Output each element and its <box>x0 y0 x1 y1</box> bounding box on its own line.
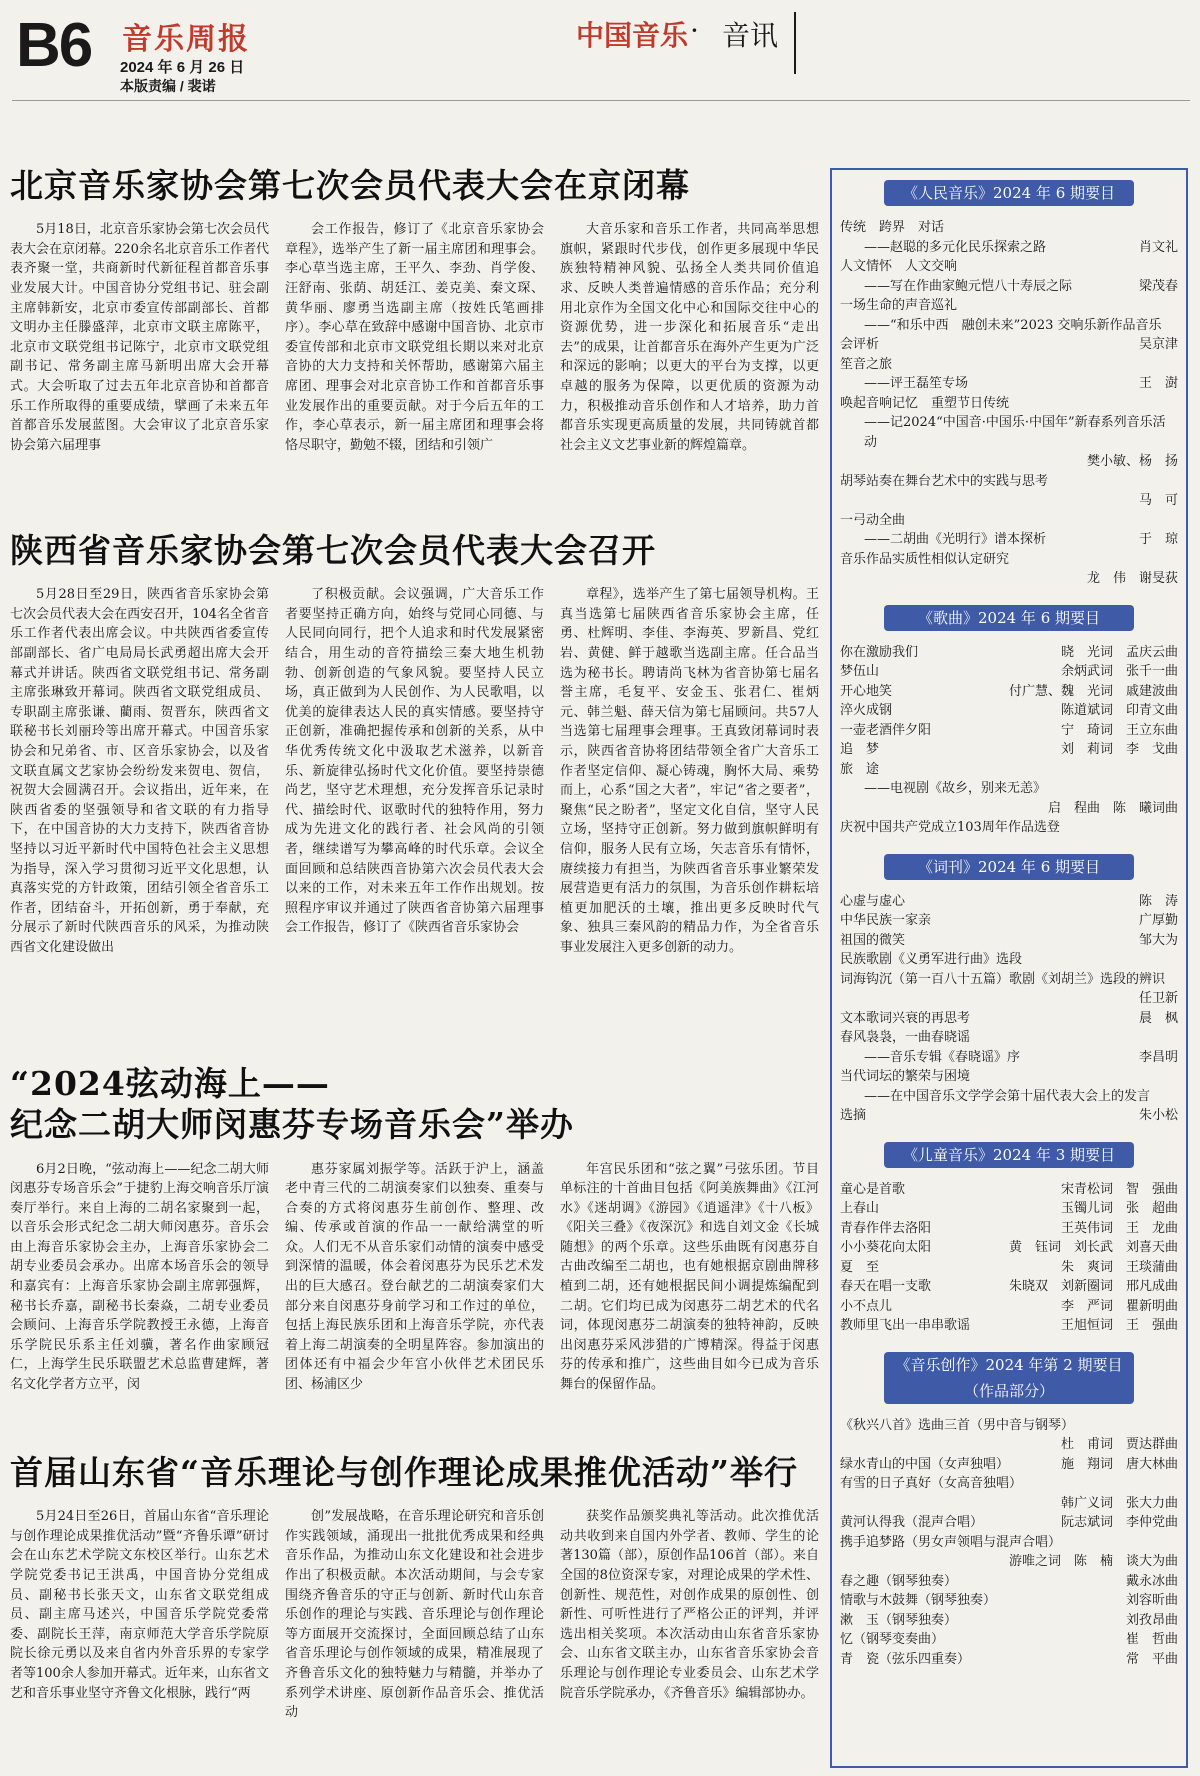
toc-item <box>840 355 1178 375</box>
toc-item-author: 阮志斌词 李仲党曲 <box>1060 1515 1178 1530</box>
toc-item <box>840 1630 1178 1650</box>
article-column: 创”发展战略，在音乐理论研究和音乐创作实践领域，涌现出一批批优秀成果和经典音乐作品，为推动山东文化建设和社会进步作出了积极贡献。本次活动期间，与会专家围绕齐鲁音乐的守正与创新、新时代山东音乐创作的理论与实践、音乐理论与创作理论等方面展开交流探讨，全面回顾总结了山东省音乐理论与创作领域的成果，精准展现了齐鲁音乐文化的独特魅力与精髓，并举办了系列学术讲座、原创新作品音乐会、推优活动 <box>285 1509 544 1721</box>
toc-item-author <box>1170 511 1178 531</box>
toc-item-author: 陈道斌词 印青文曲 <box>1060 703 1178 718</box>
toc-item <box>840 1435 1178 1455</box>
journal-contents-sidebar <box>830 168 1188 1768</box>
toc-item <box>840 218 1178 238</box>
masthead-divider <box>794 12 796 74</box>
toc-item-title: 有雪的日子真好（女高音独唱） <box>840 1476 1023 1491</box>
toc-item-title: 小不点儿 <box>840 1298 893 1314</box>
toc-item-title: 淬火成钢 <box>840 703 893 718</box>
toc-item-author: 余炳武词 张千一曲 <box>1060 664 1178 679</box>
toc-item-author: 朱小松 <box>1138 1108 1178 1123</box>
toc-item-author <box>1170 1028 1178 1048</box>
toc-item <box>840 257 1178 277</box>
toc-item-author: 崔 哲曲 <box>1125 1632 1178 1647</box>
page-number: B6 <box>16 11 92 80</box>
toc-item <box>840 662 1178 682</box>
toc-item <box>840 472 1178 492</box>
toc-title: 《音乐创作》2024 年第 2 期要目（作品部分） <box>884 1352 1134 1404</box>
toc-item-author <box>1170 296 1178 316</box>
toc-item-title: 青春作伴去洛阳 <box>840 1220 932 1236</box>
toc-item <box>840 799 1178 819</box>
article-beijing <box>10 165 820 484</box>
toc-title: 《歌曲》2024 年 6 期要目 <box>884 605 1134 631</box>
toc-item-author: 龙 伟 谢旻荻 <box>1086 571 1178 586</box>
toc-item-author <box>1170 355 1178 375</box>
toc-item <box>840 394 1178 414</box>
toc-item-title: 一壶老酒伴夕阳 <box>840 722 932 738</box>
toc-item <box>840 1087 1178 1107</box>
toc-item-author <box>1170 1416 1178 1436</box>
toc-item-title: 童心是首歌 <box>840 1181 906 1197</box>
toc-item-author: 樊小敏、杨 扬 <box>1086 454 1178 469</box>
toc-item-title: ——“和乐中西 融创未来”2023 交响乐新作品音乐 <box>864 317 1162 333</box>
toc-item-author: 肖文礼 <box>1138 239 1178 255</box>
toc-item-author: 于 琼 <box>1138 532 1178 547</box>
toc-item-title: 小小葵花向太阳 <box>840 1240 932 1255</box>
toc-item-author: 常 平曲 <box>1125 1651 1178 1667</box>
toc-item-author: 朱 爽词 王琰蒲曲 <box>1060 1259 1178 1275</box>
toc-item <box>840 530 1178 550</box>
toc-item-author: 宁 琦词 王立东曲 <box>1060 722 1178 738</box>
toc-item-title: 追 梦 <box>840 742 880 757</box>
toc-item-title: ——评王磊笙专场 <box>864 376 969 391</box>
masthead-rule <box>12 100 1190 101</box>
toc-item <box>840 413 1178 452</box>
toc-item-title: ——音乐专辑《春晓谣》序 <box>864 1049 1021 1065</box>
toc-section <box>840 854 1178 1126</box>
toc-item-author: 启 程曲 陈 曦词曲 <box>1047 800 1178 816</box>
toc-item-author: 王旭恒词 王 强曲 <box>1060 1318 1178 1333</box>
article-headline: 首届山东省“音乐理论与创作理论成果推优活动”举行 <box>10 1453 798 1492</box>
toc-item-title: 心虚与虚心 <box>840 893 906 909</box>
toc-item <box>840 682 1178 702</box>
toc-item-title: 当代词坛的繁荣与困境 <box>840 1069 971 1084</box>
toc-item <box>840 1494 1178 1514</box>
toc-item <box>840 1199 1178 1219</box>
toc-item <box>840 931 1178 951</box>
article-column: 年宫民乐团和“弦之翼”弓弦乐团。节目单标注的十首曲目包括《阿美族舞曲》《江河水》《迷胡调》《游园》《逍遥津》《十八板》《阳关三叠》《夜深沉》和选自刘文金《长城随想》的两个乐章。这些乐曲既有闵惠芬自古曲改编至二胡也，也有她根据京剧曲牌移植到二胡，还有她根据民间小调提炼编配到二胡。它们均已成为闵惠芬二胡艺术的代名词，体现闵惠芬二胡演奏的独特神韵，反映出闵惠芬采风涉猎的广博精深。得益于闵惠芬的传承和推广，这些曲目如今已成为音乐舞台的保留作品。 <box>560 1161 819 1393</box>
toc-item <box>840 1316 1178 1336</box>
article-shaanxi <box>10 530 820 1025</box>
article-column: 5月24日至26日，首届山东省“音乐理论与创作理论成果推优活动”暨“齐鲁乐谭”研讨会在山东艺术学院文东校区举行。山东艺术学院党委书记王洪禹，中国音协分党组成员、副秘书长张天文，山东省文联党组成员、副主席马述兴，中国音乐学院党委常委、副院长王萍，南京师范大学音乐学院原院长徐元勇以及来自省内外音乐界的专家学者等100余人参加开幕式。近年来，山东省文艺和音乐事业坚守齐鲁文化根脉，践行“两 <box>10 1509 269 1701</box>
toc-item <box>840 296 1178 316</box>
toc-item-author <box>1170 316 1178 336</box>
toc-item-title: 文本歌词兴衰的再思考 <box>840 1010 971 1026</box>
toc-item-author: 刘容昕曲 <box>1125 1593 1178 1608</box>
toc-item <box>840 643 1178 663</box>
toc-item <box>840 550 1178 570</box>
article-headline: 陕西省音乐家协会第七次会员代表大会召开 <box>10 531 656 570</box>
article-column: 会工作报告，修订了《北京音乐家协会章程》，选举产生了新一届主席团和理事会。李心草当选主席，王平久、李劲、肖学俊、汪舒南、张荫、胡廷江、姜克美、秦文琛、黄华丽、廖勇当选副主席（按姓氏笔画排序）。李心草在致辞中感谢中国音协、北京市委宣传部和北京市文联党组长期以来对北京音协的大力支持和关怀帮助，感谢第六届主席团、理事会对北京音协工作和首都音乐事业发展作出的重要贡献。对于今后五年的工作，李心草表示，新一届主席团和理事会将恪尽职守，勤勉不辍，团结和引领广 <box>285 222 544 453</box>
section-separator: · <box>690 14 699 47</box>
toc-item-author: 施 翔词 唐大林曲 <box>1060 1456 1178 1472</box>
toc-item <box>840 511 1178 531</box>
toc-item-title: 黄河认得我（混声合唱） <box>840 1515 984 1530</box>
toc-item-author <box>1170 1474 1178 1494</box>
article-erhu-concert <box>10 1063 820 1458</box>
toc-item <box>840 569 1178 589</box>
toc-item-author <box>1170 950 1178 970</box>
toc-item-author: 韩广义词 张大力曲 <box>1060 1495 1178 1511</box>
toc-item-title: ——记2024“中国音·中国乐·中国年”新春系列音乐活动 <box>864 415 1166 450</box>
toc-item <box>840 911 1178 931</box>
toc-item <box>840 374 1178 394</box>
toc-item-author: 宋青松词 智 强曲 <box>1060 1181 1178 1197</box>
toc-item <box>840 1474 1178 1494</box>
toc-item-title: 青 瓷（弦乐四重奏） <box>840 1651 971 1667</box>
toc-item <box>840 316 1178 336</box>
toc-item <box>840 721 1178 741</box>
toc-section <box>840 1142 1178 1336</box>
toc-item-author: 晨 枫 <box>1138 1010 1178 1026</box>
toc-item <box>840 277 1178 297</box>
toc-item <box>840 1009 1178 1029</box>
article-headline: “2024弦动海上—— 纪念二胡大师闵惠芬专场音乐会”举办 <box>10 1064 574 1145</box>
toc-item-title: 绿水青山的中国（女声独唱） <box>840 1456 1010 1472</box>
toc-item <box>840 1650 1178 1670</box>
toc-item-title: 夏 至 <box>840 1259 880 1275</box>
toc-item-title: ——赵聪的多元化民乐探索之路 <box>864 239 1047 255</box>
article-column: 了积极贡献。会议强调，广大音乐工作者要坚持正确方向，始终与党同心同德、与人民同向同行，把个人追求和时代发展紧密结合，用生动的音符描绘三秦大地生机勃勃、创新创造的气象风貌。要坚持人民立场，真正做到为人民创作、为人民歌唱，以优美的旋律表达人民的真实情感。要坚持守正创新，准确把握传承和创新的关系，从中华优秀传统文化中汲取艺术滋养，以新音乐、新旋律弘扬时代文化价值。要坚持崇德尚艺，坚守艺术理想，充分发挥音乐记录时代、描绘时代、讴歌时代的独特作用，努力成为先进文化的践行者、社会风尚的引领者，继续谱写为攀高峰的时代乐章。会议全面回顾和总结陕西音协第六次会员代表大会以来的工作，对未来五年工作作出规划。按照程序审议并通过了陕西省音协第六届理事会工作报告，修订了《陕西省音乐家协会 <box>285 587 544 936</box>
toc-item-author <box>1170 413 1178 452</box>
toc-item <box>840 1180 1178 1200</box>
toc-item-author: 刘孜昂曲 <box>1125 1612 1178 1628</box>
issue-date: 2024 年 6 月 26 日 <box>120 59 245 76</box>
toc-item-author: 陈 涛 <box>1138 893 1178 909</box>
toc-section <box>840 605 1178 838</box>
toc-item-title: 祖国的微笑 <box>840 932 906 948</box>
toc-item-author: 黄 钰词 刘长武 刘喜天曲 <box>1008 1240 1178 1255</box>
toc-item <box>840 760 1178 780</box>
article-column: 惠芬家属刘振学等。活跃于沪上，涵盖老中青三代的二胡演奏家们以独奏、重奏与合奏的方式将闵惠芬生前创作、整理、改编、传承或首演的作品一一献给满堂的听众。人们无不从音乐家们动情的演奏中感受到深情的温暖，体会着闵惠芬为民乐艺术发出的巨大感召。登台献艺的二胡演奏家们大部分来自闵惠芬身前学习和工作过的单位，包括上海民族乐团和上海音乐学院，亦代表着上海二胡演奏的全明星阵容。参加演出的团体还有中福会少年宫小伙伴艺术团民乐团、杨浦区少 <box>285 1161 544 1393</box>
toc-item-author <box>1170 1087 1178 1107</box>
toc-item <box>840 452 1178 472</box>
toc-item-author <box>1170 472 1178 492</box>
toc-item-title: 漱 玉（钢琴独奏） <box>840 1612 958 1628</box>
article-shandong <box>10 1452 820 1776</box>
toc-item <box>840 779 1178 799</box>
toc-item-author: 朱晓双 刘新圈词 邢凡成曲 <box>1008 1279 1178 1294</box>
toc-item <box>840 1416 1178 1436</box>
toc-item <box>840 950 1178 970</box>
toc-item <box>840 1048 1178 1068</box>
toc-item <box>840 1591 1178 1611</box>
toc-item <box>840 1513 1178 1533</box>
article-column: 章程》，选举产生了第七届领导机构。王真当选第七届陕西省音乐家协会主席，任勇、杜辉明、李佳、李海英、罗新昌、党红岩、黄健、鲜于越歌当选副主席。任合品当选为秘书长。聘请尚飞林为省音协第七届名誉主席，毛复平、安金玉、张君仁、崔炳元、韩兰魁、薛天信为第七届顾问。共57人当选第七届理事会理事。王真致闭幕词时表示，陕西省音协将团结带领全省广大音乐工作者坚定信仰、凝心铸魂，胸怀大局、乘势而上，心系“国之大者”，牢记“省之要者”，聚焦“民之盼者”，坚定文化自信，坚守人民立场，坚持守正创新。努力做到旗帜鲜明有信仰，服务人民有立场，矢志音乐有情怀，赓续接力有担当，为陕西省音乐事业繁荣发展营造更有活力的氛围，为音乐创作耕耘培植更加肥沃的土壤，推出更多反映时代气象、独具三秦风韵的精品力作，为全省音乐事业发展注入更多创新的动力。 <box>560 587 819 955</box>
toc-item <box>840 970 1178 990</box>
toc-item-author <box>1170 970 1178 990</box>
toc-item-title: 一场生命的声音巡礼 <box>840 298 958 313</box>
toc-item-title: ——电视剧《故乡，别来无恙》 <box>864 781 1047 796</box>
toc-item-title: 笙音之旅 <box>840 356 893 372</box>
toc-item <box>840 1455 1178 1475</box>
section-logo: 中国音乐 <box>576 19 689 52</box>
toc-item-title: ——在中国音乐文学学会第十届代表大会上的发言 <box>864 1088 1151 1104</box>
toc-item-title: 唤起音响记忆 重塑节日传统 <box>840 395 1010 411</box>
toc-item <box>840 1028 1178 1048</box>
toc-item <box>840 1067 1178 1087</box>
toc-item-author: 晓 光词 孟庆云曲 <box>1060 644 1178 660</box>
toc-item <box>840 1238 1178 1258</box>
toc-item-title: 忆（钢琴变奏曲） <box>840 1632 945 1647</box>
toc-item <box>840 1258 1178 1278</box>
toc-title: 《词刊》2024 年 6 期要目 <box>884 854 1134 880</box>
toc-item-title: 《秋兴八首》选曲三首（男中音与钢琴） <box>840 1417 1075 1433</box>
toc-item-author: 戴永冰曲 <box>1125 1573 1178 1589</box>
toc-item-author: 吴京津 <box>1138 337 1178 352</box>
toc-item-title: 音乐作品实质性相似认定研究 <box>840 551 1010 567</box>
toc-title: 《儿童音乐》2024 年 3 期要目 <box>884 1142 1134 1168</box>
toc-item-title: 传统 跨界 对话 <box>840 220 945 235</box>
toc-item-author: 任卫新 <box>1138 991 1178 1006</box>
toc-item-title: ——写在作曲家鲍元恺八十寿辰之际 <box>864 278 1073 294</box>
toc-item <box>840 1572 1178 1592</box>
toc-item-author: 马 可 <box>1138 493 1178 508</box>
article-column: 获奖作品颁奖典礼等活动。此次推优活动共收到来自国内外学者、教师、学生的论著130篇（部），原创作品106首（部）。来自全国的8位资深专家，对理论成果的学术性、创新性、规范性，对创作成果的原创性、创新性、可听性进行了严格公正的评判，并评选出相关奖项。本次活动由山东省音乐家协会、山东省文联主办，山东省音乐家协会音乐理论与创作理论专业委员会、山东艺术学院音乐学院承办，《齐鲁音乐》编辑部协办。 <box>560 1509 819 1701</box>
toc-item-author: 邹大为 <box>1138 932 1178 948</box>
toc-item-title: 携手追梦路（男女声领唱与混声合唱） <box>840 1534 1062 1550</box>
toc-item <box>840 1533 1178 1553</box>
toc-title: 《人民音乐》2024 年 6 期要目 <box>884 180 1134 206</box>
toc-item-author <box>1170 1533 1178 1553</box>
toc-item <box>840 491 1178 511</box>
toc-item <box>840 1219 1178 1239</box>
article-column: 5月18日，北京音乐家协会第七次会员代表大会在京闭幕。220余名北京音乐工作者代表齐聚一堂，共商新时代新征程首都音乐事业发展大计。中国音协分党组书记、驻会副主席韩新安，北京市委宣传部副部长、首都文明办主任滕盛萍，北京市文联主席陈平，北京市文联党组书记陈宁，北京市文联党组副书记、常务副主席马新明出席大会开幕式。大会听取了过去五年北京音协和首都音乐工作所取得的重要成绩，擘画了未来五年首都音乐发展蓝图。大会审议了北京音乐家协会第六届理事 <box>10 222 269 453</box>
toc-item-title: 选摘 <box>840 1108 867 1123</box>
toc-item-author: 刘 莉词 李 戈曲 <box>1060 742 1178 757</box>
toc-item-title: 庆祝中国共产党成立103周年作品选登 <box>840 820 1060 835</box>
toc-item-title: 会评析 <box>840 337 880 352</box>
toc-item-title: 民族歌剧《义勇军进行曲》选段 <box>840 952 1023 967</box>
toc-item-author <box>1170 257 1178 277</box>
toc-item-author: 王 澍 <box>1138 376 1178 391</box>
toc-section <box>840 1352 1178 1670</box>
toc-item-title: 你在激励我们 <box>840 644 919 660</box>
toc-item-author <box>1170 760 1178 780</box>
toc-item-author <box>1170 1067 1178 1087</box>
article-headline: 北京音乐家协会第七次会员代表大会在京闭幕 <box>10 166 690 205</box>
toc-item-author: 玉镯儿词 张 超曲 <box>1060 1201 1178 1216</box>
toc-item-author <box>1170 779 1178 799</box>
toc-item-title: 一弓动全曲 <box>840 512 906 528</box>
page-editor: 本版责编 / 裴诺 <box>120 78 216 94</box>
toc-item-author <box>1170 818 1178 838</box>
newspaper-logo: 音乐周报 <box>122 22 250 57</box>
toc-item <box>840 1552 1178 1572</box>
toc-item-title: 胡琴站奏在舞台艺术中的实践与思考 <box>840 473 1049 489</box>
toc-item-author: 梁茂春 <box>1138 278 1178 294</box>
toc-item <box>840 1297 1178 1317</box>
toc-item-author: 付广慧、魏 光词 戚建波曲 <box>1008 683 1178 699</box>
toc-item-title: 梦伍山 <box>840 664 880 679</box>
article-column: 大音乐家和音乐工作者，共同高举思想旗帜，紧跟时代步伐，创作更多展现中华民族独特精神风貌、弘扬全人类共同价值追求、反映人类普遍情感的音乐作品；充分利用北京作为全国文化中心和国际交往中心的资源优势，进一步深化和拓展音乐“走出去”的成果，让首都音乐在海外产生更为广泛和深远的影响；以更大的平台为支撑，以更卓越的服务为保障，以更优质的资源为动力，积极推动音乐创作和人才培养，助力首都音乐实现更高质量的发展，共同铸就首都社会主义文艺事业新的辉煌篇章。 <box>560 222 819 453</box>
toc-item <box>840 989 1178 1009</box>
toc-item-title: 春风袅袅，一曲春晓谣 <box>840 1030 971 1045</box>
toc-item <box>840 1277 1178 1297</box>
toc-item-title: 词海钩沉（第一百八十五篇）歌剧《刘胡兰》选段的辨识 <box>840 971 1166 987</box>
toc-item <box>840 335 1178 355</box>
toc-item-title: 旅 途 <box>840 761 880 777</box>
toc-section <box>840 180 1178 589</box>
toc-item-title: 春天在唱一支歌 <box>840 1279 932 1294</box>
toc-item <box>840 1611 1178 1631</box>
toc-item <box>840 238 1178 258</box>
toc-item-title: 春之趣（钢琴独奏） <box>840 1573 958 1589</box>
toc-item <box>840 1106 1178 1126</box>
toc-item-author: 李昌明 <box>1138 1049 1178 1065</box>
section-name: 音讯 <box>722 19 779 52</box>
article-column: 5月28日至29日，陕西省音乐家协会第七次会员代表大会在西安召开，104名全省音乐工作者代表出席会议。中共陕西省委宣传部副部长、省广电局局长武勇超出席大会开幕式并讲话。陕西省文联党组书记、常务副主席张琳致开幕词。陕西省文联党组成员、专职副主席张谦、藺雨、贺晋东，陕西省文联秘书长刘丽玲等出席开幕式。中国音乐家协会和兄弟省、市、区音乐家协会，以及省文联直属文艺家协会纷纷发来贺电、贺信，祝贺大会圆满召开。会议指出，近年来，在陕西省委的坚强领导和省文联的有力指导下，在中国音协的大力支持下，陕西省音协坚持以习近平新时代中国特色社会主义思想为指导，深入学习贯彻习近平文化思想，认真落实党的方针政策，团结引领全省音乐工作者，团结奋斗，开拓创新，勇于奉献，充分展示了新时代陕西音乐的风采，为推动陕西省文化建设做出 <box>10 587 269 955</box>
toc-item-title: 开心地笑 <box>840 683 893 699</box>
toc-item-title: 人文情怀 人文交响 <box>840 259 958 274</box>
toc-item-title: 中华民族一家亲 <box>840 913 932 928</box>
toc-item-author: 李 严词 瞿新明曲 <box>1060 1298 1178 1314</box>
toc-item <box>840 818 1178 838</box>
toc-item-author: 王英伟词 王 龙曲 <box>1060 1220 1178 1236</box>
toc-item <box>840 701 1178 721</box>
toc-item-title: 教师里飞出一串串歌谣 <box>840 1318 971 1333</box>
toc-item-title: 情歌与木鼓舞（钢琴独奏） <box>840 1593 997 1608</box>
toc-item-author: 杜 甫词 贾达群曲 <box>1060 1437 1178 1452</box>
toc-item-title: 上春山 <box>840 1201 880 1216</box>
article-column: 6月2日晚，“弦动海上——纪念二胡大师闵惠芬专场音乐会”于捷豹上海交响音乐厅演奏厅举行。来自上海的二胡名家聚到一起，以音乐会形式纪念二胡大师闵惠芬。音乐会由上海音乐家协会主办，上海音乐家协会二胡专业委员会承办。出席本场音乐会的领导和嘉宾有：上海音乐家协会副主席郭强辉，秘书长乔嘉，副秘书长秦焱，二胡专业委员会顾问、上海音乐学院教授王永德，上海音乐学院民乐系主任刘骥，著名作曲家顾冠仁，上海学生民乐联盟艺术总监曹建辉，著名文化学者方立平，闵 <box>10 1161 269 1393</box>
toc-item <box>840 740 1178 760</box>
toc-item-title: ——二胡曲《光明行》谱本探析 <box>864 532 1047 547</box>
toc-item-author <box>1170 218 1178 238</box>
toc-item-author <box>1170 550 1178 570</box>
toc-item <box>840 892 1178 912</box>
toc-item-author: 广厚勤 <box>1138 913 1178 928</box>
toc-item-author: 游唯之词 陈 楠 谈大为曲 <box>1008 1554 1178 1569</box>
toc-item-author <box>1170 394 1178 414</box>
